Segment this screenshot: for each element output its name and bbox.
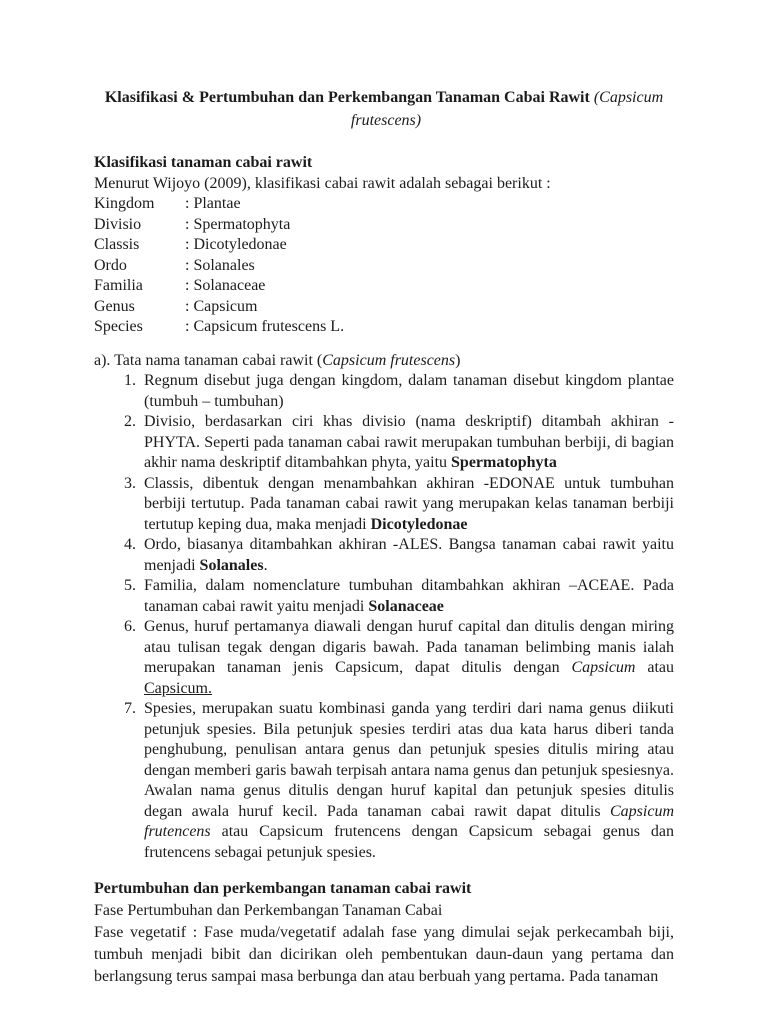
list-item-text	[144, 576, 674, 617]
list-item-text	[144, 535, 674, 576]
text-run: Regnum disebut juga dengan kingdom, dalam tanaman disebut kingdom plantae (tumbuh – tumbuhan)	[144, 372, 674, 410]
text-run: Divisio, berdasarkan ciri khas divisio (nama deskriptif) ditambah akhiran - PHYTA. Seperti pada tanaman cabai rawit merupakan tumbuhan berbiji, di bagian akhir nama deskriptif ditambahkan phyta, yaitu	[144, 413, 674, 471]
text-run: Familia, dalam nomenclature tumbuhan ditambahkan akhiran –ACEAE. Pada tanaman cabai rawit yaitu menjadi	[144, 577, 674, 615]
document-title-line1	[94, 86, 674, 109]
text-run-italic: Capsicum frutencens	[144, 802, 674, 840]
taxonomy-label: Familia	[94, 277, 143, 294]
taxonomy-label: Genus	[94, 297, 135, 315]
section-heading-klasifikasi: Klasifikasi tanaman cabai rawit	[94, 154, 313, 171]
taxonomy-value: : Solanales	[185, 256, 255, 274]
pertumbuhan-subheading: Fase Pertumbuhan dan Perkembangan Tanaman Cabai	[94, 902, 443, 919]
list-item-text	[144, 371, 674, 412]
taxonomy-value: : Plantae	[185, 195, 241, 212]
taxonomy-label: Species	[94, 318, 143, 335]
tata-nama-heading-close: )	[455, 351, 461, 369]
list-item-text	[144, 699, 674, 863]
tata-nama-section	[94, 351, 674, 864]
tata-nama-heading-text: a). Tata nama tanaman cabai rawit (	[94, 351, 323, 369]
taxonomy-row-kingdom	[94, 194, 674, 215]
list-item-6	[124, 617, 674, 699]
title-italic-text: (Capsicum	[593, 89, 664, 106]
document-title-line2: frutescens)	[350, 112, 422, 129]
list-item-text	[144, 474, 674, 536]
taxonomy-row-classis	[94, 235, 674, 256]
taxonomy-label: Divisio	[94, 215, 142, 233]
text-run-italic: Capsicum	[571, 659, 636, 676]
text-run: Spesies, merupakan suatu kombinasi ganda yang terdiri dari nama genus diikuti petunjuk spesies. Bila petunjuk spesies terdiri atas dua kata harus diberi tanda penghubung, penulisan antara genus dan petunjuk spesies ditulis miring atau dengan memberi garis bawah terpisah antara nama genus dan petunjuk spesiesnya. Awalan nama genus ditulis dengan huruf kapital dan petunjuk spesies ditulis degan awala huruf kecil. Pada tanaman cabai rawit dapat ditulis	[144, 700, 674, 820]
list-item-4	[124, 535, 674, 576]
taxonomy-label: Kingdom	[94, 195, 155, 212]
taxonomy-value: : Spermatophyta	[185, 215, 291, 233]
text-run-underline: Capsicum.	[144, 679, 212, 697]
tata-nama-heading	[94, 351, 674, 372]
text-run-bold: Dicotyledonae	[370, 515, 468, 533]
pertumbuhan-section	[94, 878, 674, 988]
taxonomy-value: : Capsicum frutescens L.	[185, 318, 345, 335]
text-run: Ordo, biasanya ditambahkan akhiran -ALES. Bangsa tanaman cabai rawit yaitu menjadi	[144, 536, 674, 574]
text-run: Genus, huruf pertamanya diawali dengan huruf capital dan ditulis dengan miring atau tulisan tegak dengan digaris bawah. Pada tanaman belimbing manis ialah merupakan tanaman jenis Capsicum, dapat ditulis dengan	[144, 618, 674, 676]
taxonomy-row-ordo	[94, 256, 674, 277]
taxonomy-value: : Solanaceae	[185, 277, 266, 294]
section-heading-pertumbuhan: Pertumbuhan dan perkembangan tanaman cabai rawit	[94, 880, 472, 897]
list-item-5	[124, 576, 674, 617]
list-item-text	[144, 412, 674, 474]
text-run-bold: Spermatophyta	[451, 454, 557, 471]
list-item-text	[144, 617, 674, 699]
text-run: Classis, dibentuk dengan menambahkan akhiran -EDONAE untuk tumbuhan berbiji tertutup. Pada tanaman cabai rawit yang merupakan kelas tanaman berbiji tertutup keping dua, maka menjadi	[144, 474, 674, 533]
list-item-number: 4.	[124, 536, 136, 553]
klasifikasi-intro: Menurut Wijoyo (2009), klasifikasi cabai rawit adalah sebagai berikut :	[94, 174, 551, 192]
list-item-number: 7.	[124, 700, 136, 717]
list-item-1	[124, 371, 674, 412]
taxonomy-row-species	[94, 317, 674, 338]
text-run-bold: Solanaceae	[368, 597, 444, 615]
list-item-2	[124, 412, 674, 474]
text-run: atau	[635, 659, 674, 676]
taxonomy-value: : Dicotyledonae	[185, 236, 287, 253]
list-item-7	[124, 699, 674, 863]
list-item-number: 3.	[124, 474, 136, 492]
taxonomy-value: : Capsicum	[185, 297, 258, 315]
tata-nama-heading-species: Capsicum frutescens	[322, 351, 456, 369]
list-item-number: 6.	[124, 618, 136, 635]
taxonomy-row-divisio	[94, 215, 674, 236]
title-bold-text: Klasifikasi & Pertumbuhan dan Perkembangan Tanaman Cabai Rawit	[104, 89, 590, 106]
taxonomy-label: Ordo	[94, 256, 127, 274]
list-item-number: 2.	[124, 413, 136, 430]
list-item-3	[124, 474, 674, 536]
taxonomy-row-genus	[94, 297, 674, 318]
document-title	[94, 86, 674, 132]
list-item-number: 1.	[124, 372, 136, 389]
list-item-number: 5.	[124, 577, 136, 594]
pertumbuhan-paragraph: Fase vegetatif : Fase muda/vegetatif adalah fase yang dimulai sejak perkecambah biji, tumbuh menjadi bibit dan dicirikan oleh pembentukan daun-daun yang pertama dan berlangsung terus sampai masa berbunga dan atau berbuah yang pertama. Pada tanaman	[94, 924, 674, 985]
text-run: .	[263, 556, 268, 574]
tata-nama-list	[94, 371, 674, 863]
taxonomy-label: Classis	[94, 236, 140, 253]
text-run-bold: Solanales	[199, 556, 264, 574]
text-run: atau Capsicum frutencens dengan Capsicum sebagai genus dan frutencens sebagai petunjuk spesies.	[144, 823, 674, 861]
taxonomy-row-familia	[94, 276, 674, 297]
